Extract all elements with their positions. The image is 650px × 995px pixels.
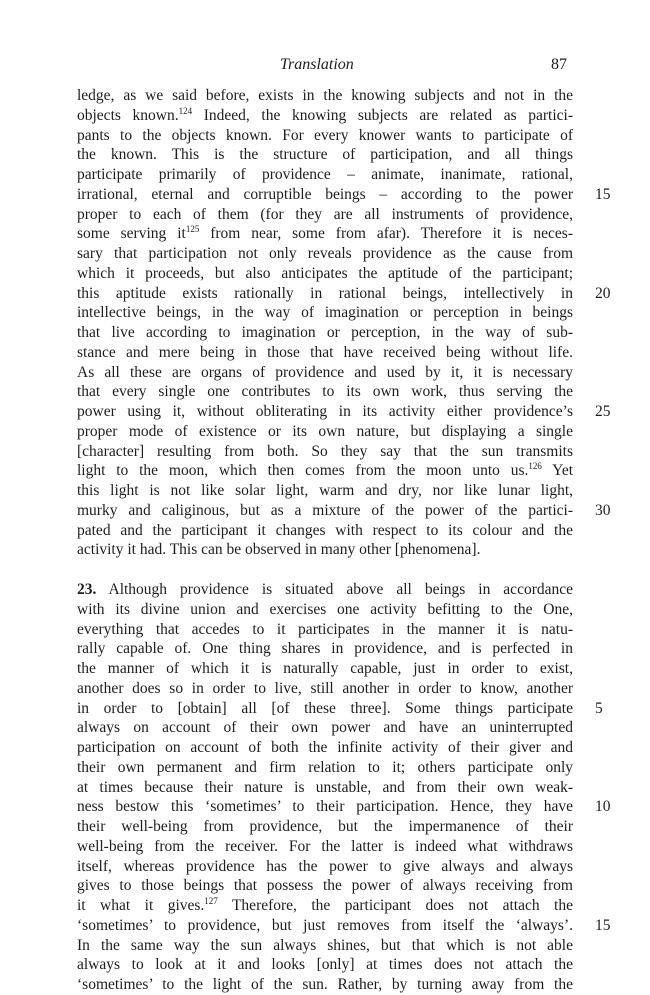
running-header (0, 56, 650, 78)
text-run: Indeed, the knowing subjects are related as partici- (192, 106, 573, 124)
text-line (77, 896, 573, 916)
text-line-numbered (77, 284, 611, 304)
line-number: 20 (595, 284, 611, 302)
text-line: ‘sometimes’ to providence, but just removes from itself the ‘always’. (77, 916, 573, 934)
text-line: rally capable of. One thing shares in providence, and is perfected in (77, 640, 573, 658)
footnote-ref[interactable]: 124 (178, 105, 193, 116)
text-run: Therefore, the participant does not attach the (217, 897, 573, 914)
text-line: pants to the objects known. For every knower wants to participate of (77, 126, 573, 144)
text-line (77, 106, 573, 126)
text-line: another does so in order to live, still another in order to know, another (77, 679, 573, 697)
text-line: participate primarily of providence – animate, inanimate, rational, (77, 166, 573, 183)
text-line: intellective beings, in the way of imagination or perception in beings (77, 304, 573, 322)
text-line: always on account of their own power and have an uninterrupted (77, 719, 573, 737)
page-number: 87 (551, 56, 567, 73)
text-run: light to the moon, which then comes from the moon unto us. (77, 462, 529, 480)
line-number: 15 (595, 916, 611, 934)
text-run: it what it gives. (77, 897, 205, 914)
text-line: gives to those beings that possess the power of always receiving from (77, 877, 573, 895)
line-number: 15 (595, 185, 611, 203)
text-line (77, 580, 573, 600)
text-line: ledge, as we said before, exists in the knowing subjects and not in the (77, 87, 573, 104)
text-line: well-being from the receiver. For the latter is indeed what withdraws (77, 837, 573, 855)
text-run: some serving it (77, 225, 186, 243)
text-line: proper mode of existence or its own nature, but displaying a single (77, 422, 573, 440)
text-line: In the same way the sun always shines, but that which is not able (77, 936, 573, 954)
text-line-numbered (77, 402, 611, 422)
text-line: that every single one contributes to its own work, thus serving the (77, 383, 573, 401)
running-title: Translation (280, 56, 354, 73)
text-line: their own permanent and firm relation to it; others participate only (77, 758, 573, 776)
text-line-numbered (77, 916, 611, 936)
text-line: ‘sometimes’ to the light of the sun. Rather, by turning away from the (77, 976, 573, 993)
text-line (77, 461, 573, 481)
text-line: which it proceeds, but also anticipates the aptitude of the participant; (77, 264, 573, 282)
text-line: the manner of which it is naturally capable, just in order to exist, (77, 660, 573, 677)
text-run: objects known. (77, 106, 179, 124)
text-line-numbered (77, 699, 603, 719)
text-line: this light is not like solar light, warm and dry, nor like lunar light, (77, 482, 573, 499)
text-line: participation on account of both the infinite activity of their giver and (77, 739, 573, 756)
text-line-numbered (77, 797, 611, 817)
text-run: from near, some from afar). Therefore it is neces- (199, 225, 573, 243)
text-line: irrational, eternal and corruptible beings – according to the power (77, 185, 573, 203)
text-line: with its divine union and exercises one activity befitting to the One, (77, 600, 573, 618)
text-line: that live according to imagination or perception, in the way of sub- (77, 324, 573, 341)
text-line-numbered (77, 185, 611, 205)
text-line: As all these are organs of providence and used by it, it is necessary (77, 363, 573, 381)
text-line: sary that participation not only reveals providence as the cause from (77, 245, 573, 262)
paragraph-continued (77, 86, 611, 560)
text-line (77, 224, 573, 244)
line-number: 30 (595, 501, 611, 519)
text-body (77, 86, 611, 995)
line-number: 25 (595, 403, 611, 420)
line-number: 10 (595, 798, 611, 816)
text-line: at times because their nature is unstable, and from their own weak- (77, 778, 573, 796)
text-line: their well-being from providence, but the impermanence of their (77, 818, 573, 835)
text-run: Yet (541, 462, 573, 480)
footnote-ref[interactable]: 127 (204, 895, 218, 906)
text-line: the known. This is the structure of participation, and all things (77, 146, 573, 164)
text-line: activity it had. This can be observed in many other [phenomena]. (77, 541, 481, 559)
text-line: in order to [obtain] all [of these three]. Some things participate (77, 699, 573, 717)
text-line: proper to each of them (for they are all instruments of providence, (77, 205, 573, 223)
section-number: 23. (77, 581, 97, 598)
line-number: 5 (595, 699, 603, 717)
footnote-ref[interactable]: 125 (185, 224, 200, 235)
text-line: [character] resulting from both. So they say that the sun transmits (77, 442, 573, 460)
text-line: ness bestow this ‘sometimes’ to their participation. Hence, they have (77, 798, 573, 816)
text-line: this aptitude exists rationally in rational beings, intellectively in (77, 284, 573, 302)
text-line: murky and caliginous, but as a mixture of the power of the partici- (77, 501, 573, 519)
text-line: itself, whereas providence has the power to give always and always (77, 857, 573, 875)
section-23-paragraph (77, 580, 611, 995)
paragraph-gap (77, 560, 573, 580)
text-run: Although providence is situated above all beings in accordance (96, 581, 573, 598)
text-line: power using it, without obliterating in its activity either providence’s (77, 403, 573, 420)
text-line: stance and mere being in those that have received being without life. (77, 343, 573, 361)
text-line: always to look at it and looks [only] at times does not attach the (77, 956, 573, 974)
text-line: everything that accedes to it participates in the manner it is natu- (77, 620, 573, 638)
footnote-ref[interactable]: 126 (528, 461, 542, 472)
text-line: pated and the participant it changes with respect to its colour and the (77, 521, 573, 539)
text-line-numbered (77, 501, 611, 521)
